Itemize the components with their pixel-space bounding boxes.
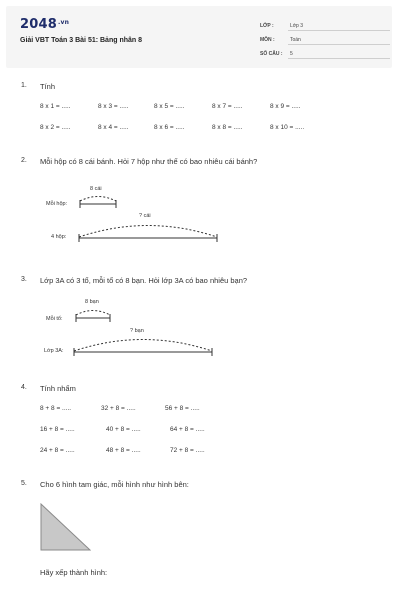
- q1-text: Tính: [40, 82, 56, 91]
- q1-expr: 8 x 4 = .....: [98, 124, 129, 131]
- q1-number: 1.: [21, 82, 27, 89]
- q4-expr: 24 + 8 = .....: [40, 447, 75, 454]
- q4-expr: 48 + 8 = .....: [106, 447, 141, 454]
- q3-number: 3.: [21, 276, 27, 283]
- triangle-figure: [40, 503, 91, 551]
- site-logo[interactable]: [20, 17, 69, 32]
- q2-text: Mỗi hộp có 8 cái bánh. Hỏi 7 hộp như thế có bao nhiêu cái bánh?: [40, 157, 258, 166]
- header: [6, 6, 392, 68]
- logo-suffix: .vn: [57, 19, 70, 26]
- q4-expr: 16 + 8 = .....: [40, 426, 75, 433]
- q3-top-caption: 8 bạn: [85, 299, 99, 305]
- meta-value: Toán: [290, 37, 301, 43]
- q5-number: 5.: [21, 480, 27, 487]
- q3-top-segment: [76, 311, 110, 323]
- meta-underline: [288, 30, 390, 31]
- q4-expr: 64 + 8 = .....: [170, 426, 205, 433]
- q1-expr: 8 x 6 = .....: [154, 124, 185, 131]
- q3-text: Lớp 3A có 3 tổ, mỗi tổ có 8 bạn. Hỏi lớp 3A có bao nhiêu bạn?: [40, 276, 248, 285]
- meta-subject: [260, 37, 301, 43]
- q2-top-label: Mỗi hộp:: [46, 201, 68, 207]
- meta-value: Lớp 3: [290, 23, 304, 29]
- q4-text: Tính nhẩm: [40, 384, 76, 393]
- logo-text: 2048: [20, 17, 57, 32]
- page-title: Giải VBT Toán 3 Bài 51: Bảng nhân 8: [20, 37, 143, 44]
- q2-number: 2.: [21, 157, 27, 164]
- triangle-shape: [41, 504, 90, 550]
- q2-top-segment: [80, 197, 116, 209]
- meta-label: LỚP :: [260, 23, 274, 29]
- meta-class: [260, 23, 303, 29]
- q1-expr: 8 x 10 = .....: [270, 124, 305, 131]
- q2-bottom-caption: ? cái: [139, 213, 151, 219]
- q4-expr: 72 + 8 = .....: [170, 447, 205, 454]
- q3-bottom-segment: [74, 340, 212, 357]
- q1-expr: 8 x 3 = .....: [98, 103, 129, 110]
- meta-value: 5: [290, 51, 293, 57]
- q4-expr: 56 + 8 = .....: [165, 405, 200, 412]
- q2-bottom-segment: [79, 226, 217, 243]
- q5-instruction: Hãy xếp thành hình:: [40, 568, 108, 577]
- q1-expr: 8 x 5 = .....: [154, 103, 185, 110]
- meta-label: MÔN :: [260, 37, 275, 43]
- meta-count: [260, 51, 293, 57]
- q1-expr: 8 x 9 = .....: [270, 103, 301, 110]
- q3-top-label: Mỗi tổ:: [46, 316, 63, 322]
- q4-expr: 8 + 8 = .....: [40, 405, 72, 412]
- q1-expr: 8 x 7 = .....: [212, 103, 243, 110]
- meta-underline: [288, 44, 390, 45]
- q1-expr: 8 x 2 = .....: [40, 124, 71, 131]
- q2-bottom-label: 4 hộp:: [51, 234, 67, 240]
- q4-expr: 32 + 8 = .....: [101, 405, 136, 412]
- meta-label: SỐ CÂU :: [260, 51, 283, 57]
- q4-expr: 40 + 8 = .....: [106, 426, 141, 433]
- q1-expr: 8 x 8 = .....: [212, 124, 243, 131]
- meta-underline: [288, 58, 390, 59]
- q3-bottom-label: Lớp 3A:: [44, 348, 64, 354]
- q2-top-caption: 8 cái: [90, 186, 102, 192]
- q4-number: 4.: [21, 384, 27, 391]
- q3-bottom-caption: ? bạn: [130, 328, 144, 334]
- q5-text: Cho 6 hình tam giác, mỗi hình như hình bên:: [40, 480, 189, 489]
- q1-expr: 8 x 1 = .....: [40, 103, 71, 110]
